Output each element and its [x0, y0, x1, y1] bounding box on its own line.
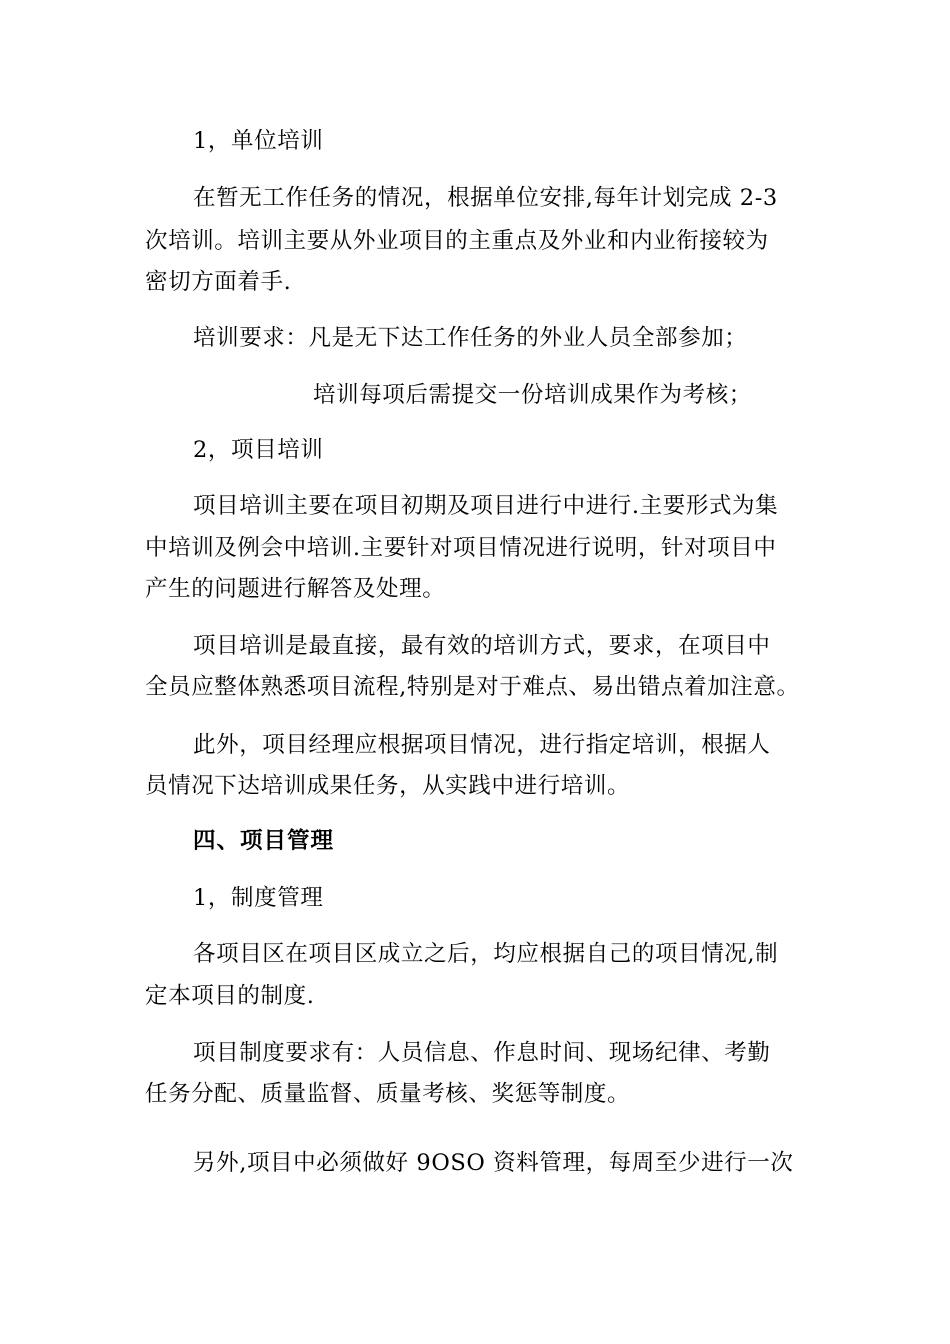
paragraph-line: 次培训。培训主要从外业项目的主重点及外业和内业衔接较为: [145, 228, 769, 254]
paragraph-line: 项目培训是最直接，最有效的培训方式，要求，在项目中: [193, 633, 771, 659]
paragraph-line: 培训要求：凡是无下达工作任务的外业人员全部参加；: [193, 325, 748, 351]
paragraph-line: 中培训及例会中培训.主要针对项目情况进行说明，针对项目中: [145, 535, 777, 561]
paragraph-line: 员情况下达培训成果任务，从实践中进行培训。: [145, 773, 631, 799]
paragraph-line: 项目制度要求有：人员信息、作息时间、现场纪律、考勤: [193, 1040, 771, 1066]
section-heading-project-management: 四、项目管理: [193, 828, 335, 854]
paragraph-line: 此外，项目经理应根据项目情况，进行指定培训，根据人: [193, 732, 771, 758]
section-heading-system-management: 1，制度管理: [193, 885, 324, 911]
paragraph-line: 任务分配、质量监督、质量考核、奖惩等制度。: [145, 1081, 631, 1107]
paragraph-line: 全员应整体熟悉项目流程,特别是对于难点、易出错点着加注意。: [145, 674, 800, 700]
section-heading-unit-training: 1，单位培训: [193, 128, 324, 154]
paragraph-line: 在暂无工作任务的情况，根据单位安排,每年计划完成 2-3: [193, 185, 778, 211]
paragraph-line: 另外,项目中必须做好 9OSO 资料管理，每周至少进行一次: [193, 1150, 794, 1176]
section-heading-project-training: 2，项目培训: [193, 437, 324, 463]
paragraph-line: 密切方面着手.: [145, 269, 292, 295]
paragraph-line: 培训每项后需提交一份培训成果作为考核；: [313, 382, 752, 408]
paragraph-line: 定本项目的制度.: [145, 983, 315, 1009]
paragraph-line: 产生的问题进行解答及处理。: [145, 576, 446, 602]
paragraph-line: 项目培训主要在项目初期及项目进行中进行.主要形式为集: [193, 493, 779, 519]
paragraph-line: 各项目区在项目区成立之后，均应根据自己的项目情况,制: [193, 941, 779, 967]
